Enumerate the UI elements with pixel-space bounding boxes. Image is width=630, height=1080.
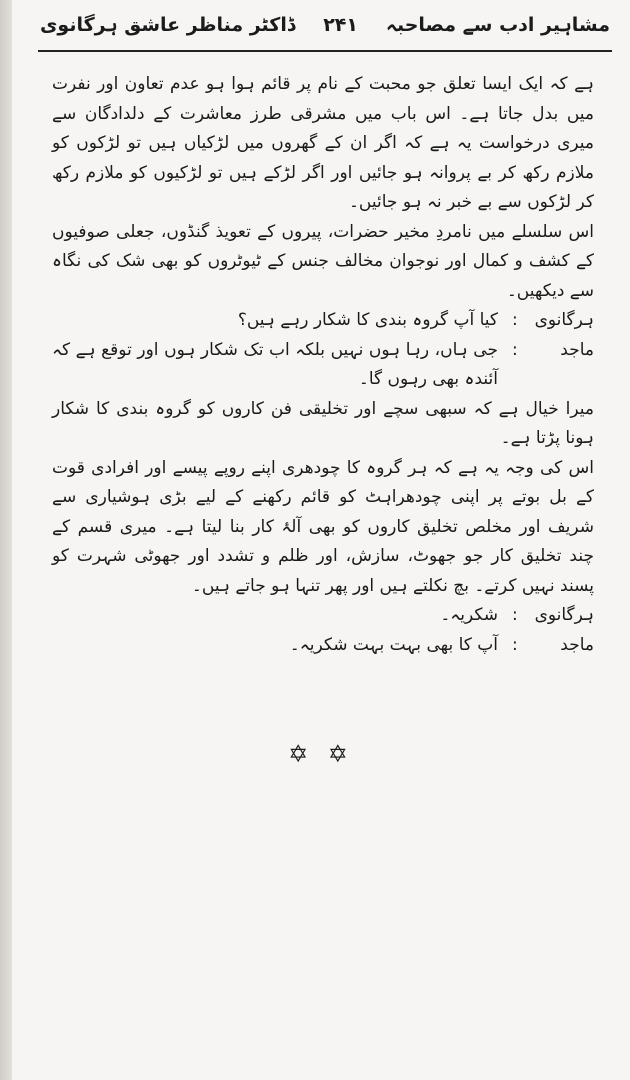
dialogue-line: ہرگانوی : کیا آپ گروہ بندی کا شکار رہے ہیں؟ — [52, 306, 594, 336]
dialogue-line: ماجد : آپ کا بھی بہت بہت شکریہ۔ — [52, 631, 594, 661]
paragraph: ہے کہ ایک ایسا تعلق جو محبت کے نام پر قائم ہوا ہو عدم تعاون اور نفرت میں بدل جاتا ہے۔ اس باب میں مشرقی طرز معاشرت کے دلدادگان سے میری درخواست یہ ہے کہ اگر ان کے گھروں میں لڑکیاں ہیں تو لڑکوں کو ملازم رکھ کر بے پروانہ ہو جائیں اور اگر لڑکے ہیں تو لڑکیوں کو ملازم رکھ کر لڑکوں سے بے خبر نہ ہو جائیں۔ — [52, 74, 594, 212]
dialogue-text: شکریہ۔ — [440, 605, 498, 625]
answer-paragraph: اس کی وجہ یہ ہے کہ ہر گروہ کا چودھری اپنے روپے پیسے اور افرادی قوت کے بل بوتے پر اپنی چودھراہٹ کو قائم رکھنے کے لیے بڑی ہوشیاری سے شریف اور مخلص تخلیق کاروں کو بھی آلۂ کار بنا لیتا ہے۔ میری قسم کے چند تخلیق کار جو جھوٹ، سازش، اور ظلم و تشدد اور جھوٹی شہرت کو پسند نہیں کرتے۔ بچ نکلتے ہیں اور پھر تنہا ہو جاتے ہیں۔ — [52, 457, 594, 596]
speaker-name: ہرگانوی — [534, 605, 594, 625]
header-divider — [38, 50, 612, 52]
speaker-name: ماجد — [560, 634, 594, 655]
dialogue-line: ہرگانوی : شکریہ۔ — [52, 601, 594, 631]
author-name: ڈاکٹر مناظر عاشق ہرگانوی — [40, 14, 296, 36]
star-of-david-ornament: ✡ ✡ — [288, 740, 354, 768]
paragraph: اس سلسلے میں نامردِ مخیر حضرات، پیروں کے تعویذ گنڈوں، جعلی صوفیوں کے کشف و کمال اور نوجوان مخالف جنس کے ٹیوٹروں کو بھی شک کی نگاہ سے دیکھیں۔ — [52, 221, 594, 301]
dialogue-text: جی ہاں، رہا ہوں نہیں بلکہ اب تک شکار ہوں اور توقع ہے کہ آئندہ بھی رہوں گا۔ — [52, 339, 498, 389]
running-header — [40, 10, 610, 40]
speaker-name: ماجد — [560, 339, 594, 360]
book-page — [12, 0, 630, 1080]
page-body — [52, 70, 594, 660]
dialogue-text: کیا آپ گروہ بندی کا شکار رہے ہیں؟ — [237, 310, 498, 330]
book-title: مشاہیر ادب سے مصاحبہ — [385, 14, 610, 36]
dialogue-text: آپ کا بھی بہت بہت شکریہ۔ — [289, 634, 498, 655]
speaker-name: ہرگانوی — [534, 310, 594, 330]
page-number: ۲۴۱ — [323, 14, 358, 36]
dialogue-line: ماجد : جی ہاں، رہا ہوں نہیں بلکہ اب تک شکار ہوں اور توقع ہے کہ آئندہ بھی رہوں گا۔ — [52, 336, 594, 395]
answer-paragraph: میرا خیال ہے کہ سبھی سچے اور تخلیقی فن کاروں کو گروہ بندی کا شکار ہونا پڑتا ہے۔ — [52, 398, 594, 448]
